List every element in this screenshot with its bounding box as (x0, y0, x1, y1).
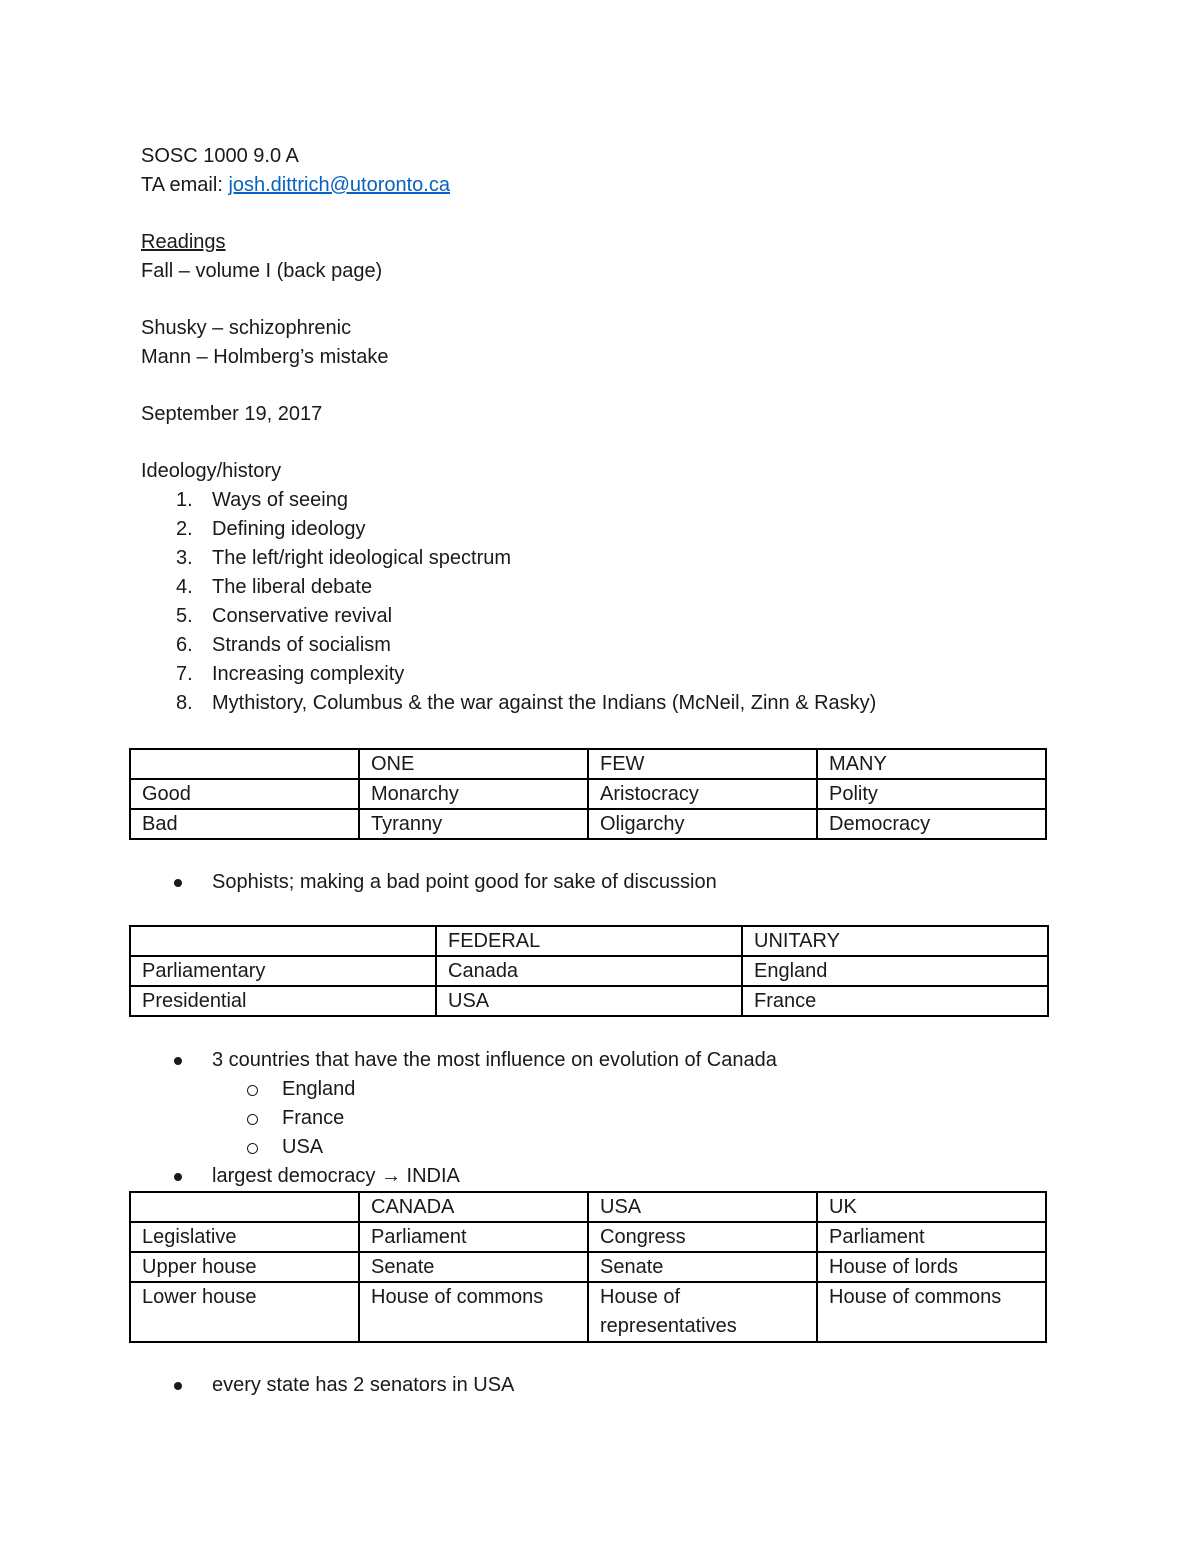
table-cell: Polity (817, 779, 1046, 809)
topic-title: Ideology/history (141, 460, 282, 482)
table-cell: Senate (359, 1252, 588, 1282)
table-cell: FEDERAL (436, 926, 742, 956)
table-cell (130, 749, 359, 779)
course-code: SOSC 1000 9.0 A (141, 145, 299, 167)
government-forms-table (129, 748, 1047, 840)
table-cell: Tyranny (359, 809, 588, 839)
table-cell: Monarchy (359, 779, 588, 809)
table-cell: Parliament (359, 1222, 588, 1252)
table-row (130, 956, 1048, 986)
table-row (130, 986, 1048, 1016)
table-cell: Democracy (817, 809, 1046, 839)
list-item: 3. The left/right ideological spectrum (176, 547, 512, 569)
table-cell: Upper house (130, 1252, 359, 1282)
reading-shusky: Shusky – schizophrenic (141, 317, 352, 339)
table-cell: Canada (436, 956, 742, 986)
bullet-icon (174, 1057, 182, 1065)
list-item: 7. Increasing complexity (176, 663, 405, 685)
circle-bullet-icon (247, 1085, 258, 1096)
table-header-row (130, 926, 1048, 956)
reading-mann: Mann – Holmberg’s mistake (141, 346, 389, 368)
list-item: 4. The liberal debate (176, 576, 373, 598)
table-cell: ONE (359, 749, 588, 779)
government-systems-table (129, 925, 1049, 1017)
table-cell: France (742, 986, 1048, 1016)
table-cell: Legislative (130, 1222, 359, 1252)
table-row (130, 809, 1046, 839)
table-row (130, 1282, 1046, 1342)
bullet-icon (174, 1173, 182, 1181)
ta-email-line (141, 171, 1047, 200)
ta-email-label: TA email: (141, 174, 223, 196)
circle-bullet-icon (247, 1143, 258, 1154)
bullet-senators: every state has 2 senators in USA (141, 1371, 1047, 1400)
table-row (130, 779, 1046, 809)
table-cell: Senate (588, 1252, 817, 1282)
sub-list-item: England (141, 1075, 1047, 1104)
table-cell: House of representatives (588, 1282, 817, 1342)
table-cell: Oligarchy (588, 809, 817, 839)
list-item: 6. Strands of socialism (176, 634, 391, 656)
table-cell: Bad (130, 809, 359, 839)
list-item: 2. Defining ideology (176, 518, 366, 540)
bullet-icon (174, 879, 182, 887)
table-header-row (130, 749, 1046, 779)
table-cell (130, 926, 436, 956)
table-cell: Lower house (130, 1282, 359, 1342)
bullet-sophists: Sophists; making a bad point good for sake of discussion (141, 868, 1047, 897)
table-cell: England (742, 956, 1048, 986)
table-header-row (130, 1192, 1046, 1222)
table-cell: Parliament (817, 1222, 1046, 1252)
table-cell: House of lords (817, 1252, 1046, 1282)
table-cell: Presidential (130, 986, 436, 1016)
circle-bullet-icon (247, 1114, 258, 1125)
legislature-table (129, 1191, 1047, 1343)
table-cell: USA (588, 1192, 817, 1222)
table-row (130, 1222, 1046, 1252)
table-row (130, 1252, 1046, 1282)
sub-list-item: France (141, 1104, 1047, 1133)
bullet-largest-democracy: largest democracy → INDIA (141, 1162, 1047, 1191)
table-cell: House of commons (359, 1282, 588, 1342)
sub-list-item: USA (141, 1133, 1047, 1162)
table-cell: UK (817, 1192, 1046, 1222)
table-cell: UNITARY (742, 926, 1048, 956)
right-arrow-icon: → (380, 1165, 401, 1187)
table-cell: USA (436, 986, 742, 1016)
table-cell: FEW (588, 749, 817, 779)
table-cell: CANADA (359, 1192, 588, 1222)
table-cell: Congress (588, 1222, 817, 1252)
lecture-date: September 19, 2017 (141, 403, 323, 425)
list-item: 8. Mythistory, Columbus & the war against the Indians (McNeil, Zinn & Rasky) (176, 692, 877, 714)
ta-email-link[interactable]: josh.dittrich@utoronto.ca (228, 174, 450, 196)
list-item: 5. Conservative revival (176, 605, 393, 627)
reading-fall: Fall – volume I (back page) (141, 260, 383, 282)
table-cell (130, 1192, 359, 1222)
table-cell: Aristocracy (588, 779, 817, 809)
readings-heading: Readings (141, 231, 226, 253)
topic-list (141, 486, 1047, 718)
bullet-icon (174, 1382, 182, 1390)
table-cell: Good (130, 779, 359, 809)
list-item: 1. Ways of seeing (176, 489, 348, 511)
table-cell: Parliamentary (130, 956, 436, 986)
bullet-influence: 3 countries that have the most influence on evolution of Canada (141, 1046, 1047, 1075)
table-cell: House of commons (817, 1282, 1046, 1342)
table-cell: MANY (817, 749, 1046, 779)
document-page (141, 142, 1047, 1400)
